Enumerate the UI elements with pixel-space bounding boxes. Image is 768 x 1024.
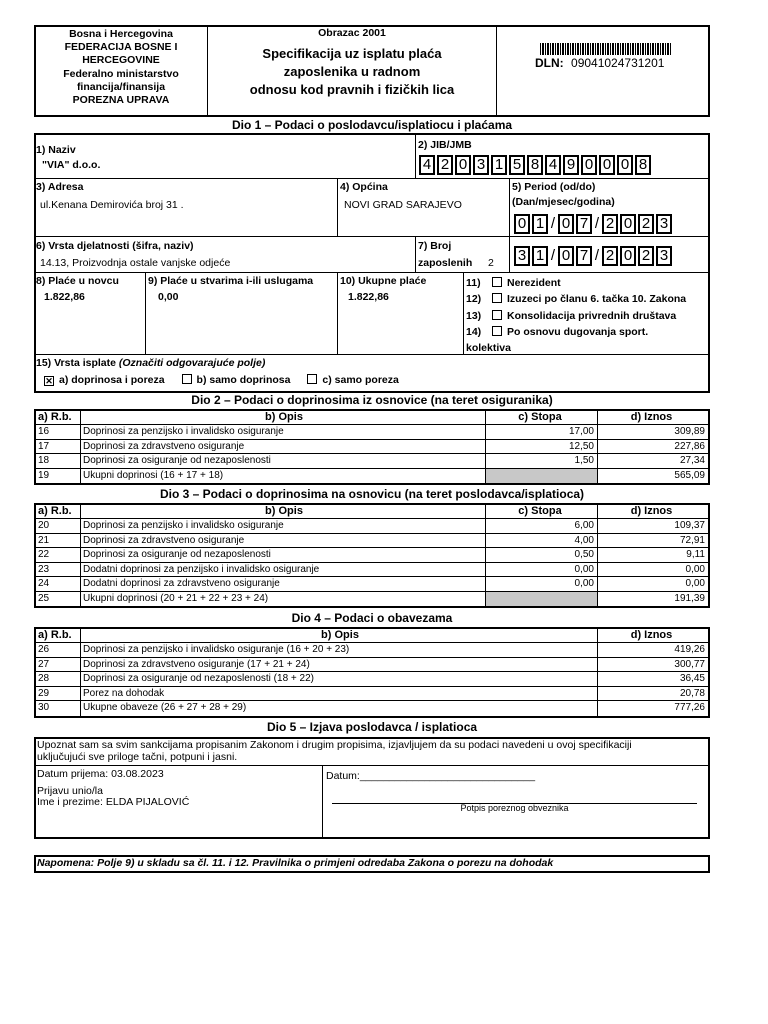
part2-title: Dio 2 – Podaci o doprinosima iz osnovice (na teret osiguranika) (191, 393, 553, 407)
table-row: 28 Doprinosi za osiguranje od nezaposlenosti (18 + 22) 36,45 (36, 672, 708, 687)
period-sublabel: (Dan/mjesec/godina) (512, 196, 615, 208)
part4-table: a) R.b. b) Opis d) Iznos 26 Doprinosi za penzijsko i invalidsko osiguranje (16 + 20 + 23) 419,26 27 Doprinosi za zdravstveno osiguranje (17 + 21 + 24) 300,77 28 Doprinosi za osiguranje od nezaposlenosti (18 + 22) 36,45 29 Porez na dohodak 20,78 30 Ukupne obaveze (26 + 27 + 28 + 29) 777,26 (34, 627, 710, 718)
table-row: 25 Ukupni doprinosi (20 + 21 + 22 + 23 + 24) 191,39 (36, 592, 708, 607)
table-row: 17 Doprinosi za zdravstveno osiguranje 12,50 227,86 (36, 440, 708, 455)
part4-title: Dio 4 – Podaci o obavezama (291, 611, 453, 625)
opcina-value: NOVI GRAD SARAJEVO (344, 199, 462, 211)
datum-prijema: Datum prijema: 03.08.2023 (37, 768, 164, 780)
part1-title: Dio 1 – Podaci o poslodavcu/isplatiocu i plaćama (231, 118, 513, 132)
table-row: 20 Doprinosi za penzijsko i invalidsko osiguranje 6,00 109,37 (36, 519, 708, 534)
checkbox-icon[interactable] (492, 310, 502, 320)
part2-table: a) R.b. b) Opis c) Stopa d) Iznos 16 Doprinosi za penzijsko i invalidsko osiguranje 17,00 309,89 17 Doprinosi za zdravstveno osiguranje 12,50 227,86 18 Doprinosi za osiguranje od nezaposlenosti 1,50 27,34 19 Ukupni doprinosi (16 + 17 + 18) 565,09 (34, 409, 710, 485)
table-row: 23 Dodatni doprinosi za penzijsko i invalidsko osiguranje 0,00 0,00 (36, 563, 708, 578)
table-row: 26 Doprinosi za penzijsko i invalidsko osiguranje (16 + 20 + 23) 419,26 (36, 643, 708, 658)
form-code: Obrazac 2001 (318, 27, 386, 39)
place-novac-value: 1.822,86 (44, 291, 85, 303)
option-samo-poreza[interactable]: c) samo poreza (307, 374, 398, 386)
options-list: 11) Nerezident 12) Izuzeci po članu 6. tačka 10. Zakona 13) Konsolidacija privrednih društava 14) Po osnovu dugovanja sport. kolektiva (466, 277, 687, 355)
broj-sublabel: zaposlenih (418, 257, 473, 269)
option-doprinosa-poreza[interactable]: ✕ a) doprinosa i poreza (45, 374, 165, 386)
option-samo-doprinosa[interactable]: b) samo doprinosa (182, 374, 291, 386)
form-title: Specifikacija uz isplatu plaća zaposlenika u radnom odnosu kod pravnih i fizičkih lica (249, 46, 455, 97)
naziv-label: 1) Naziv (36, 144, 76, 156)
statement-text: Upoznat sam sa svim sankcijama propisanim Zakonom i drugim propisima, izjavljujem da su podaci navedeni u ovoj specifikaciji uključujući sve priloge tačni, potpuni i jasni. (37, 739, 632, 763)
signature-caption: Potpis poreznog obveznika (460, 803, 569, 813)
table-row: 18 Doprinosi za osiguranje od nezaposlenosti 1,50 27,34 (36, 454, 708, 469)
adresa-value: ul.Kenana Demirovića broj 31 . (40, 199, 184, 211)
table-row: 27 Doprinosi za zdravstveno osiguranje (17 + 21 + 24) 300,77 (36, 658, 708, 673)
option-konsolidacija[interactable]: 13) Konsolidacija privrednih društava (466, 309, 677, 322)
period-from: 0 1 / 0 7 / 2 0 2 3 (514, 214, 672, 234)
option-sport[interactable]: 14) Po osnovu dugovanja sport. (466, 325, 649, 338)
djelatnost-label: 6) Vrsta djelatnosti (šifra, naziv) (36, 240, 194, 252)
prijavu-unio: Prijavu unio/la (37, 785, 103, 797)
table-row: 30 Ukupne obaveze (26 + 27 + 28 + 29) 777,26 (36, 701, 708, 716)
broj-value: 2 (488, 257, 494, 269)
period-label: 5) Period (od/do) (512, 181, 596, 193)
ukupne-place-label: 10) Ukupne plaće (340, 275, 427, 287)
ime-prezime: Ime i prezime: ELDA PIJALOVIĆ (37, 796, 190, 808)
table-row: 24 Dodatni doprinosi za zdravstveno osiguranje 0,00 0,00 (36, 577, 708, 592)
table-row: 29 Porez na dohodak 20,78 (36, 687, 708, 702)
table-row: 19 Ukupni doprinosi (16 + 17 + 18) 565,09 (36, 469, 708, 484)
part3-title: Dio 3 – Podaci o doprinosima na osnovicu (na teret poslodavca/isplatioca) (159, 487, 585, 501)
checkbox-icon[interactable] (492, 326, 502, 336)
opcina-label: 4) Općina (340, 181, 388, 193)
dln: DLN: 09041024731201 (535, 56, 665, 70)
place-stvari-value: 0,00 (158, 291, 179, 303)
option-nerezident[interactable]: 11) Nerezident (466, 277, 561, 289)
naziv-value: "VIA" d.o.o. (42, 159, 101, 171)
part5-title: Dio 5 – Izjava poslodavca / isplatioca (266, 720, 478, 734)
table-row: 21 Doprinosi za zdravstveno osiguranje 4,00 72,91 (36, 534, 708, 549)
checkbox-icon[interactable] (182, 374, 192, 384)
period-to: 3 1 / 0 7 / 2 0 2 3 (514, 246, 672, 266)
broj-label: 7) Broj (418, 240, 452, 252)
table-row: 16 Doprinosi za penzijsko i invalidsko osiguranje 17,00 309,89 (36, 425, 708, 440)
authority-block: Bosna i Hercegovina FEDERACIJA BOSNE I HERCEGOVINE Federalno ministarstvo financija/finansija POREZNA UPRAVA (63, 28, 179, 107)
checkbox-icon[interactable] (307, 374, 317, 384)
adresa-label: 3) Adresa (36, 181, 84, 193)
checkbox-icon[interactable] (492, 293, 502, 303)
jib-cells: 4 2 0 3 1 5 8 4 9 0 0 0 8 (419, 155, 651, 175)
barcode (540, 43, 672, 55)
checkbox-icon[interactable] (492, 277, 502, 287)
option-izuzeci[interactable]: 12) Izuzeci po članu 6. tačka 10. Zakona (466, 293, 687, 306)
part3-table: a) R.b. b) Opis c) Stopa d) Iznos 20 Doprinosi za penzijsko i invalidsko osiguranje 6,00 109,37 21 Doprinosi za zdravstveno osiguranje 4,00 72,91 22 Doprinosi za osiguranje od nezaposlenosti 0,50 9,11 23 Dodatni doprinosi za penzijsko i invalidsko osiguranje 0,00 0,00 24 Dodatni doprinosi za zdravstveno osiguranje 0,00 0,00 25 Ukupni doprinosi (20 + 21 + 22 + 23 + 24) 191,39 (34, 503, 710, 608)
datum-field[interactable]: Datum:______________________________ (326, 770, 536, 782)
ukupne-place-value: 1.822,86 (348, 291, 389, 303)
checked-checkbox-icon[interactable]: ✕ (45, 376, 53, 386)
djelatnost-value: 14.13, Proizvodnja ostale vanjske odjeće (40, 257, 231, 269)
place-novac-label: 8) Plaće u novcu (36, 275, 119, 287)
place-stvari-label: 9) Plaće u stvarima i-ili uslugama (148, 275, 314, 287)
vrsta-isplate-label: 15) Vrsta isplate (Označiti odgovarajuće polje) (36, 357, 266, 369)
table-row: 22 Doprinosi za osiguranje od nezaposlenosti 0,50 9,11 (36, 548, 708, 563)
jib-label: 2) JIB/JMB (418, 139, 472, 151)
vrsta-isplate-options (44, 374, 399, 386)
note-text: Napomena: Polje 9) u skladu sa čl. 11. i 12. Pravilnika o primjeni odredaba Zakona o porezu na dohodak (37, 857, 554, 869)
